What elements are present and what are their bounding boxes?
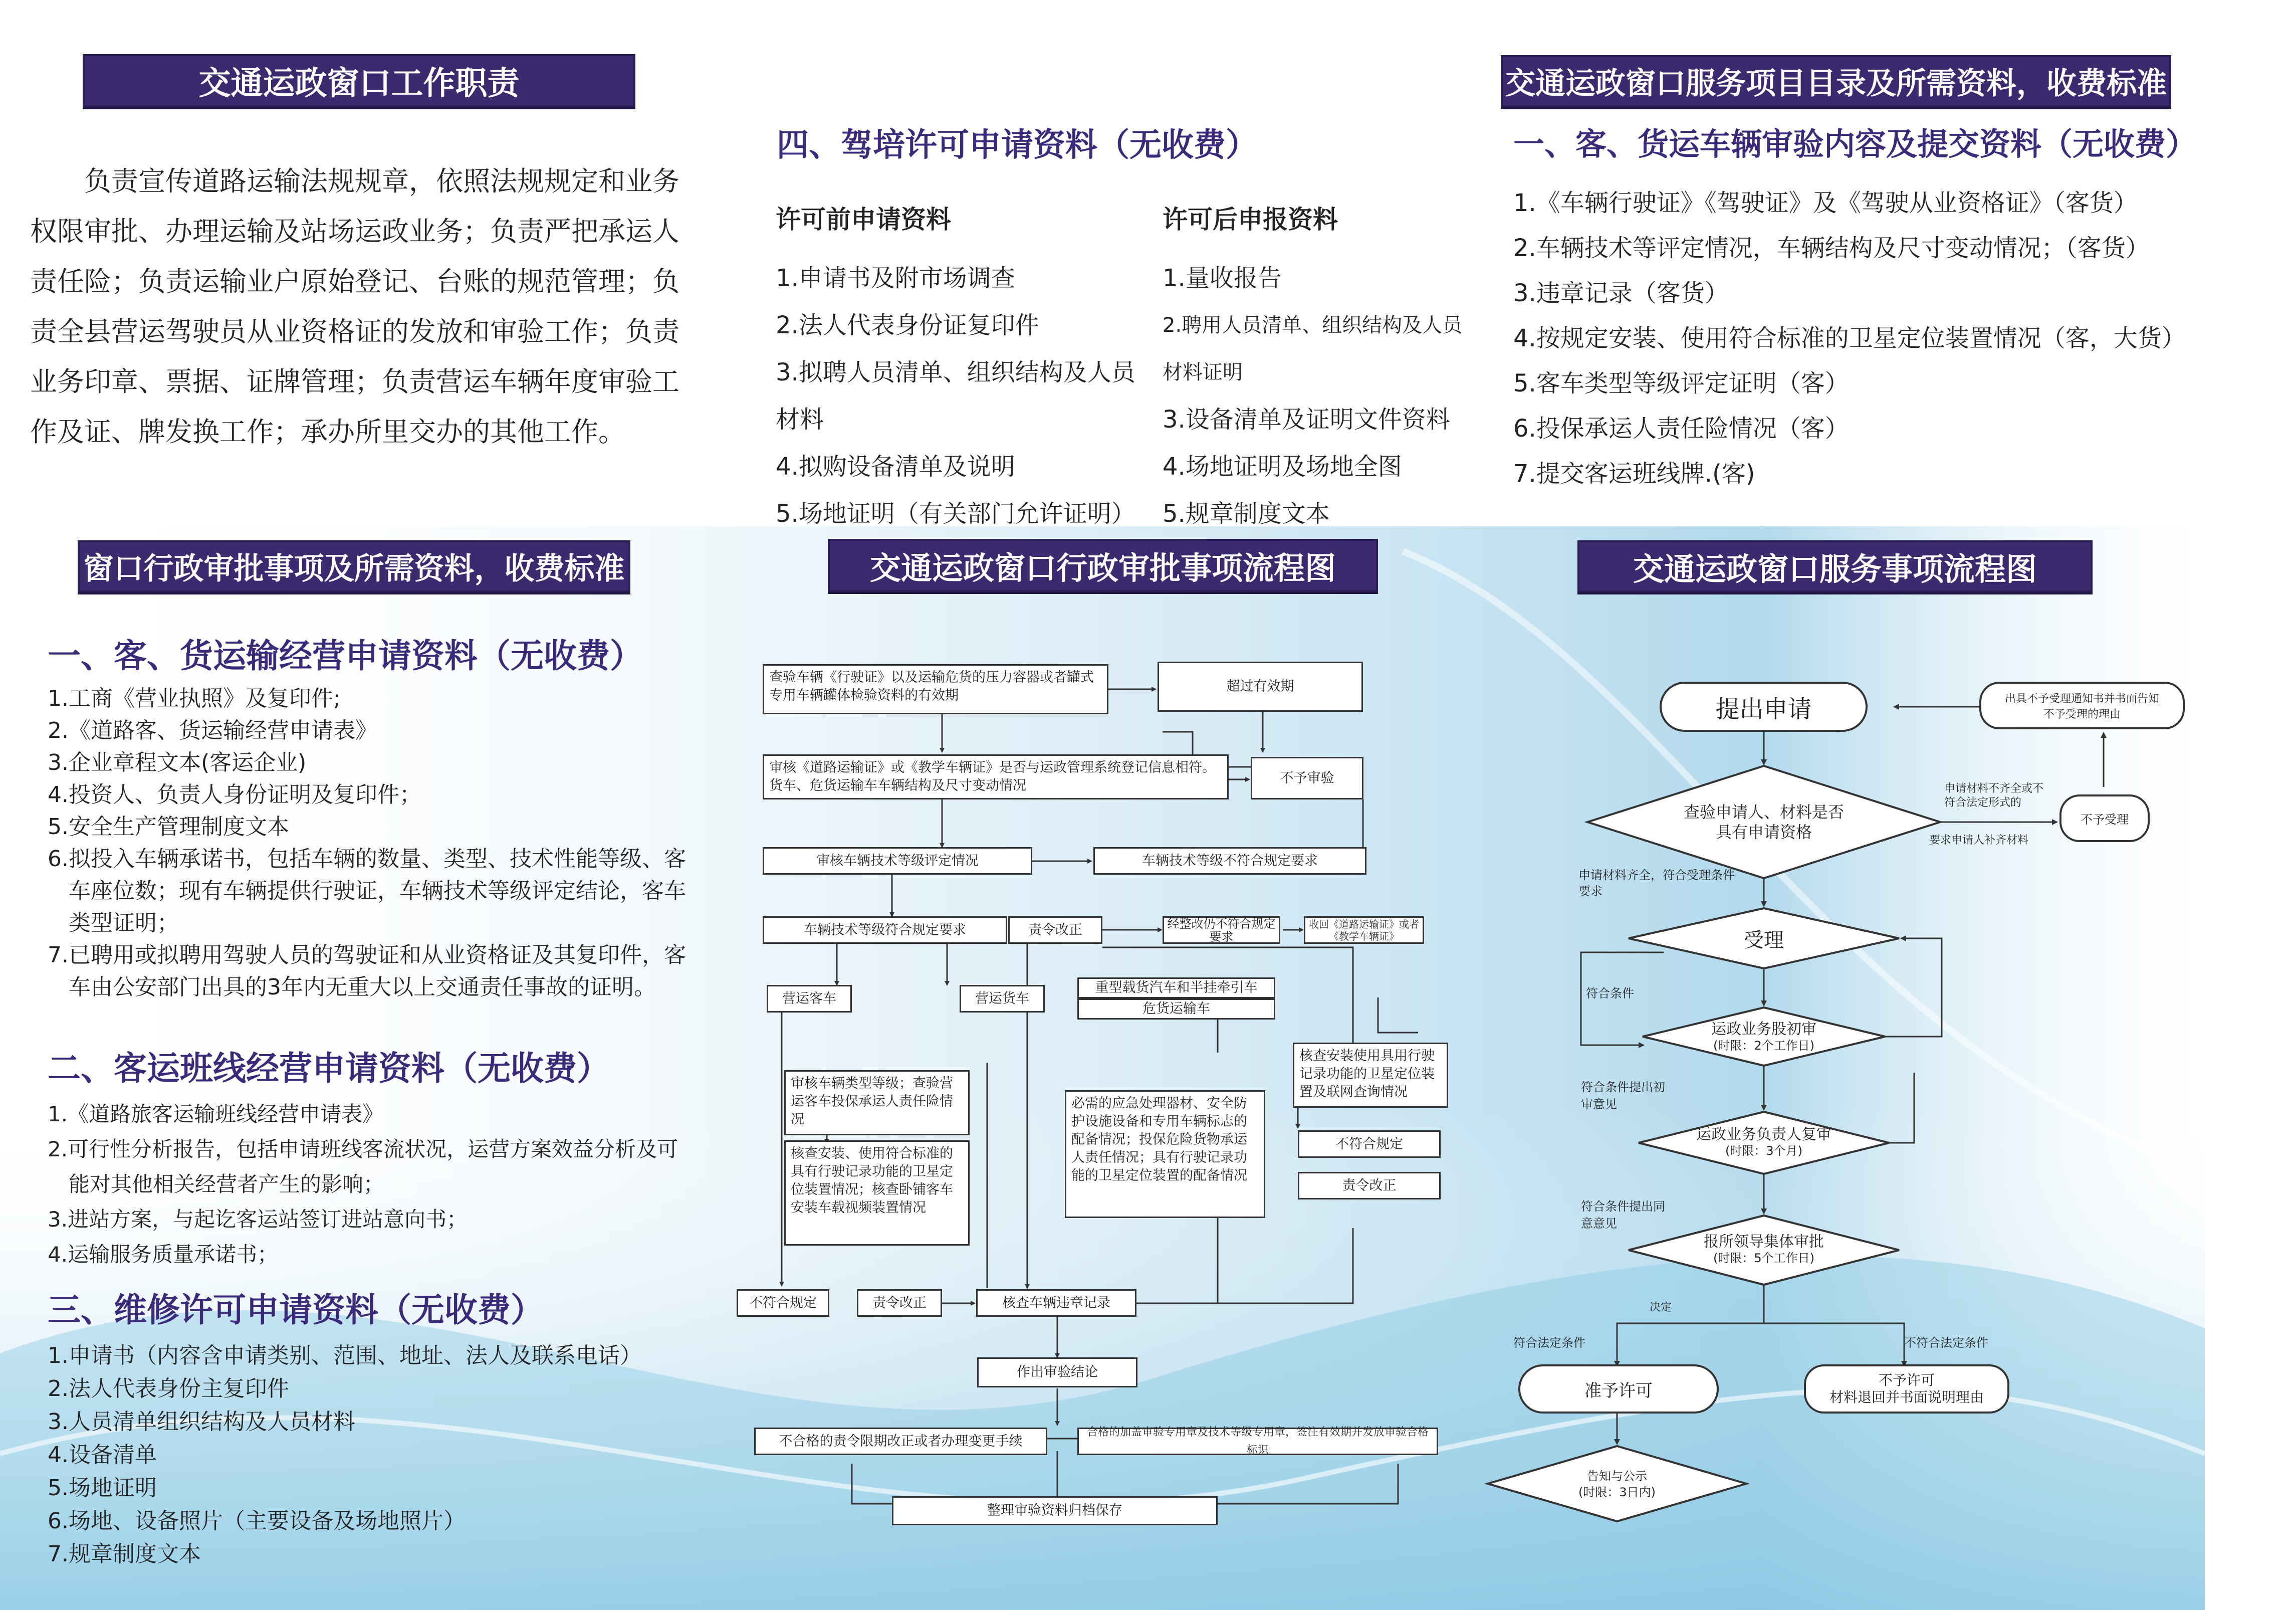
legal-label: 符合法定条件	[1513, 1336, 1585, 1350]
admin-flow-box: 查验车辆《行驶证》以及运输危货的压力容器或者罐式专用车辆罐体检验资料的有效期	[763, 664, 1108, 714]
admin-flow-box: 审核《道路运输证》或《教学车辆证》是否与运政管理系统登记信息相符。货车、危货运输车车辆结构及尺寸变动情况	[763, 754, 1229, 799]
admin-flow-box: 责令改正	[1008, 916, 1102, 944]
admin-flow-box: 收回《道路运输证》或者《教学车辆证》	[1304, 916, 1424, 944]
list-item: 1.申请书（内容含申请类别、范围、地址、法人及联系电话）	[48, 1343, 642, 1368]
list-item: 5.安全生产管理制度文本	[48, 814, 289, 840]
admin-flow-box: 车辆技术等级符合规定要求	[763, 916, 1007, 944]
admin-flow-box: 经整改仍不符合规定要求	[1163, 916, 1280, 944]
list-item: 4.设备清单	[48, 1442, 157, 1468]
list-item: 4.运输服务质量承诺书；	[48, 1242, 279, 1267]
admin-flow-box: 不予审验	[1251, 757, 1363, 799]
decide-label: 决定	[1650, 1301, 1672, 1314]
admin-flow-box: 核查车辆违章记录	[976, 1289, 1136, 1317]
admin-flow-box: 核查安装、使用符合标准的具有行驶记录功能的卫星定位装置情况；核查卧铺客车安装车载视频装置情况	[784, 1140, 970, 1246]
admin-flow-box: 车辆技术等级不符合规定要求	[1093, 847, 1366, 875]
list-item: 3.人员清单组织结构及人员材料	[48, 1409, 355, 1435]
list-item: 3.违章记录（客货）	[1513, 279, 1729, 307]
section3-heading: 三、维修许可申请资料（无收费）	[48, 1291, 544, 1329]
first-review-line1: 运政业务股初审	[1711, 1021, 1816, 1038]
admin-flow-box: 审核车辆技术等级评定情况	[763, 847, 1032, 875]
deny-node	[1804, 1364, 2009, 1414]
check-line1: 查验申请人、材料是否	[1683, 802, 1844, 822]
list-item: 2.车辆技术等评定情况，车辆结构及尺寸变动情况；（客货）	[1513, 234, 2150, 262]
list-item: 7.提交客运班线牌.(客)	[1513, 460, 1755, 488]
check-line2: 具有申请资格	[1715, 823, 1812, 842]
second-review-line2: (时限：3个月)	[1725, 1144, 1802, 1158]
first-review-node	[1669, 1020, 1859, 1055]
admin-flow-box: 必需的应急处理器材、安全防护设施设备和专用车辆标志的配备情况；投保危险货物承运人责任情况；具有行驶记录功能的卫星定位装置的配备情况	[1065, 1090, 1265, 1218]
admin-flow-box: 重型载货汽车和半挂牵引车	[1077, 977, 1275, 998]
post-license-heading: 许可后申报资料	[1163, 205, 1338, 234]
collective-line1: 报所领导集体审批	[1704, 1233, 1824, 1251]
deny-line2: 材料退回并书面说明理由	[1829, 1389, 1984, 1405]
duty-paragraph: 负责宣传道路运输法规规章，依照法规规定和业务权限审批、办理运输及站场运政业务；负责严把承运人责任险；负责运输业户原始登记、台账的规范管理；负责全县营运驾驶员从业资格证的发放和审验工作；负责业务印章、票据、证牌管理；负责营运车辆年度审验工作及证、牌发换工作；承办所里交办的其他工作。	[30, 165, 679, 448]
list-item: 2.法人代表身份证复印件	[776, 311, 1039, 339]
collective-line2: (时限：5个工作日)	[1713, 1251, 1814, 1265]
list-item: 7.已聘用或拟聘用驾驶人员的驾驶证和从业资格证及其复印件，客车由公安部门出具的3年内无重大以上交通责任事故的证明。	[48, 942, 686, 1000]
admin-flow-box: 责令改正	[1298, 1172, 1441, 1199]
second-review-node	[1664, 1125, 1864, 1160]
list-item: 1.《车辆行驶证》《驾驶证》及《驾驶从业资格证》（客货）	[1513, 189, 2138, 217]
grant-node: 准予许可	[1518, 1364, 1719, 1414]
list-item: 1.申请书及附市场调查	[776, 264, 1015, 292]
list-item: 4.投资人、负责人身份证明及复印件；	[48, 782, 421, 808]
list-item: 1.量收报告	[1163, 264, 1282, 292]
list-item: 1.《道路旅客运输班线经营申请表》	[48, 1102, 384, 1126]
announce-line2: (时限：3日内)	[1578, 1485, 1656, 1499]
vehicle-review-heading: 一、客、货运车辆审验内容及提交资料（无收费）	[1513, 126, 2197, 162]
list-item: 4.按规定安装、使用符合标准的卫星定位装置情况（客，大货）	[1513, 324, 2186, 352]
list-item: 4.拟购设备清单及说明	[776, 453, 1015, 481]
meets-label: 符合条件	[1586, 986, 1634, 1000]
not-legal-label: 不符合法定条件	[1904, 1336, 1988, 1350]
second-review-line1: 运政业务负责人复审	[1696, 1126, 1831, 1143]
reject-accept-node: 不予受理	[2059, 794, 2150, 842]
service-flow-title: 交通运政窗口服务事项流程图	[1577, 540, 2093, 592]
list-item: 1.工商《营业执照》及复印件;	[48, 686, 341, 711]
section1-heading: 一、客、货运输经营申请资料（无收费）	[48, 637, 643, 675]
check-node	[1629, 797, 1899, 847]
list-item: 3.进站方案，与起讫客运站签订进站意向书；	[48, 1207, 468, 1232]
admin-flow-box: 危货运输车	[1077, 998, 1275, 1020]
admin-flow-box: 营运客车	[767, 985, 852, 1013]
admin-flow-box: 不合格的责令限期改正或者办理变更手续	[754, 1428, 1047, 1455]
admin-flow-box: 不符合规定	[737, 1289, 829, 1317]
meets-first-label: 符合条件提出初审意见	[1581, 1080, 1665, 1111]
admin-flow-title: 交通运政窗口行政审批事项流程图	[828, 539, 1378, 592]
duty-title: 交通运政窗口工作职责	[83, 54, 635, 107]
admin-flow-box: 作出审验结论	[977, 1357, 1137, 1387]
notice-node: 出具不予受理通知书并书面告知不予受理的理由	[1979, 682, 2185, 729]
deny-line1: 不予许可	[1878, 1372, 1935, 1388]
list-item: 5.规章制度文本	[1163, 500, 1330, 528]
first-review-line2: (时限：2个工作日)	[1713, 1039, 1814, 1053]
list-item: 6.拟投入车辆承诺书，包括车辆的数量、类型、技术性能等级、客车座位数；现有车辆提供行驶证，车辆技术等级评定结论，客车类型证明；	[48, 846, 686, 936]
list-item: 2.可行性分析报告，包括申请班线客流状况，运营方案效益分析及可能对其他相关经营者产生的影响；	[48, 1137, 678, 1196]
announce-line1: 告知与公示	[1587, 1469, 1647, 1483]
list-item: 5.客车类型等级评定证明（客）	[1513, 369, 1849, 397]
supplement-label: 要求申请人补齐材料	[1929, 834, 2029, 847]
list-item: 7.规章制度文本	[48, 1541, 201, 1567]
accept-node: 受理	[1744, 928, 1784, 952]
admin-flow-box: 责令改正	[857, 1289, 942, 1317]
list-item: 3.设备清单及证明文件资料	[1163, 406, 1450, 434]
list-item: 6.投保承运人责任险情况（客）	[1513, 415, 1849, 443]
submit-node: 提出申请	[1660, 682, 1868, 732]
complete-label: 申请材料齐全，符合受理条件要求	[1578, 868, 1735, 898]
pre-license-heading: 许可前申请资料	[776, 205, 951, 234]
list-item: 2.《道路客、货运输经营申请表》	[48, 718, 377, 743]
list-item: 5.场地证明	[48, 1475, 157, 1501]
list-item: 2.法人代表身份主复印件	[48, 1376, 289, 1401]
list-item: 5.场地证明（有关部门允许证明）	[776, 500, 1135, 528]
admin-flow-box: 核查安装使用具用行驶记录功能的卫星定位装置及联网查询情况	[1293, 1043, 1448, 1108]
admin-flow-box: 合格的加盖审验专用章及技术等级专用章，签注有效期并发放审验合格标识	[1077, 1428, 1438, 1455]
admin-flow-box: 超过有效期	[1158, 662, 1363, 712]
section2-heading: 二、客运班线经营申请资料（无收费）	[48, 1049, 610, 1088]
admin-flow-box: 营运货车	[960, 985, 1045, 1013]
catalog-title: 交通运政窗口服务项目目录及所需资料，收费标准	[1501, 55, 2171, 107]
admin-flow-box: 审核车辆类型等级；查验营运客车投保承运人责任险情况	[784, 1070, 970, 1135]
admin-flow-box: 不符合规定	[1298, 1130, 1441, 1158]
section4-heading: 四、驾培许可申请资料（无收费）	[777, 127, 1258, 164]
incomplete-label: 申请材料不齐全或不符合法定形式的	[1944, 782, 2044, 809]
announce-node	[1542, 1466, 1692, 1502]
list-item: 3.企业章程文本(客运企业)	[48, 750, 307, 775]
collective-node	[1664, 1232, 1864, 1268]
list-item: 3.拟聘人员清单、组织结构及人员材料	[776, 358, 1135, 434]
admin-flow-box: 整理审验资料归档保存	[892, 1496, 1218, 1525]
list-item: 2.聘用人员清单、组织结构及人员材料证明	[1163, 314, 1463, 384]
approval-title: 窗口行政审批事项及所需资料，收费标准	[78, 540, 630, 592]
list-item: 6.场地、设备照片（主要设备及场地照片）	[48, 1508, 466, 1534]
list-item: 4.场地证明及场地全图	[1163, 453, 1402, 481]
meets-agree-label: 符合条件提出同意意见	[1581, 1199, 1665, 1231]
